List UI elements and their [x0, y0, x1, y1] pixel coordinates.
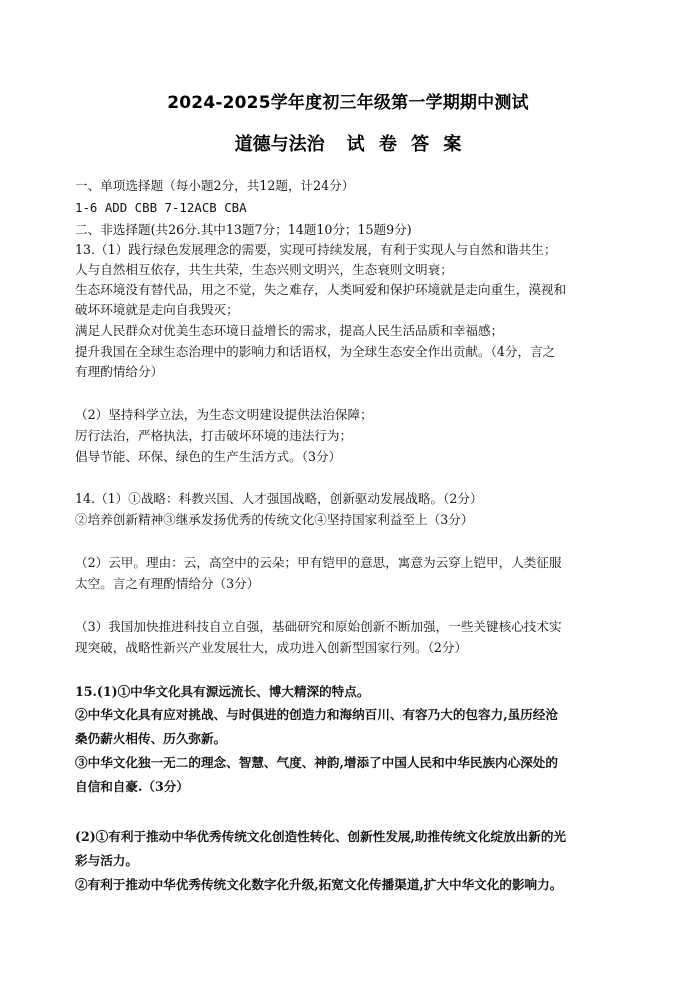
answer-label: 试 卷 答 案	[346, 134, 462, 155]
q14-part3-line1: （3）我国加快推进科技自立自强，基础研究和原始创新不断加强，一些关键核心技术实	[75, 619, 562, 634]
q15-part2-line1: (2)①有利于推动中华优秀传统文化创造性转化、创新性发展,助推传统文化绽放出新的光	[75, 829, 567, 844]
q14-part1-line1: 14.（1）①战略：科教兴国、人才强国战略，创新驱动发展战略。（2分）	[75, 491, 483, 506]
q13-part2-line1: （2）坚持科学立法，为生态文明建设提供法治保障；	[75, 407, 373, 422]
q13-part1-line5: 满足人民群众对优美生态环境日益增长的需求，提高人民生活品质和幸福感；	[75, 323, 504, 338]
q14-part2-line1: （2）云甲。理由：云，高空中的云朵；甲有铠甲的意思，寓意为云穿上铠甲，人类征服	[75, 555, 562, 570]
q15-part2-line3: ②有利于推动中华优秀传统文化数字化升级,拓宽文化传播渠道,扩大中华文化的影响力。	[75, 877, 563, 892]
q13-part1-line7: 有理酌情给分）	[75, 364, 164, 379]
section-one-heading: 一、单项选择题（每小题2分，共12题，计24分）	[75, 178, 355, 193]
q13-part1-line2: 人与自然相互依存，共生共荣，生态兴则文明兴，生态衰则文明衰；	[75, 262, 453, 277]
q13-part2-line2: 厉行法治，严格执法，打击破坏环境的违法行为；	[75, 428, 353, 443]
q15-part1-line3: 桑仍薪火相传、历久弥新。	[75, 731, 227, 746]
q13-part1-line4: 破坏环境就是走向自我毁灭；	[75, 302, 239, 317]
subject-title	[0, 130, 696, 156]
q13-part1-line1: 13.（1）践行绿色发展理念的需要，实现可持续发展，有利于实现人与自然和谐共生；	[75, 242, 557, 257]
q15-part1-line2: ②中华文化具有应对挑战、与时俱进的创造力和海纳百川、有容乃大的包容力,虽历经沧	[75, 707, 558, 722]
section-two-heading: 二、非选择题(共26分.其中13题7分；14题10分；15题9分)	[75, 222, 412, 237]
q14-part2-line2: 太空。言之有理酌情给分（3分）	[75, 576, 260, 591]
q15-part1-line1: 15.(1)①中华文化具有源远流长、博大精深的特点。	[75, 684, 370, 699]
q13-part1-line6: 提升我国在全球生态治理中的影响力和话语权，为全球生态安全作出贡献。（4分，言之	[75, 344, 556, 359]
q14-part3-line2: 现突破，战略性新兴产业发展壮大，成功进入创新型国家行列。（2分）	[75, 640, 468, 655]
q14-part1-line2: ②培养创新精神③继承发扬优秀的传统文化④坚持国家利益至上（3分）	[75, 512, 474, 527]
exam-title: 2024-2025学年度初三年级第一学期期中测试	[167, 93, 529, 113]
q13-part2-line3: 倡导节能、环保、绿色的生产生活方式。（3分）	[75, 449, 342, 464]
multiple-choice-answers: 1-6 ADD CBB 7-12ACB CBA	[75, 200, 247, 215]
q15-part2-line2: 彩与活力。	[75, 853, 138, 868]
q15-part1-line4: ③中华文化独一无二的理念、智慧、气度、神韵,增添了中国人民和中华民族内心深处的	[75, 755, 558, 770]
q15-part1-line5: 自信和自豪.（3分）	[75, 779, 189, 794]
q13-part1-line3: 生态环境没有替代品，用之不觉，失之难存，人类呵爱和保护环境就是走向重生，漠视和	[75, 282, 567, 297]
subject-name: 道德与法治	[234, 134, 325, 155]
